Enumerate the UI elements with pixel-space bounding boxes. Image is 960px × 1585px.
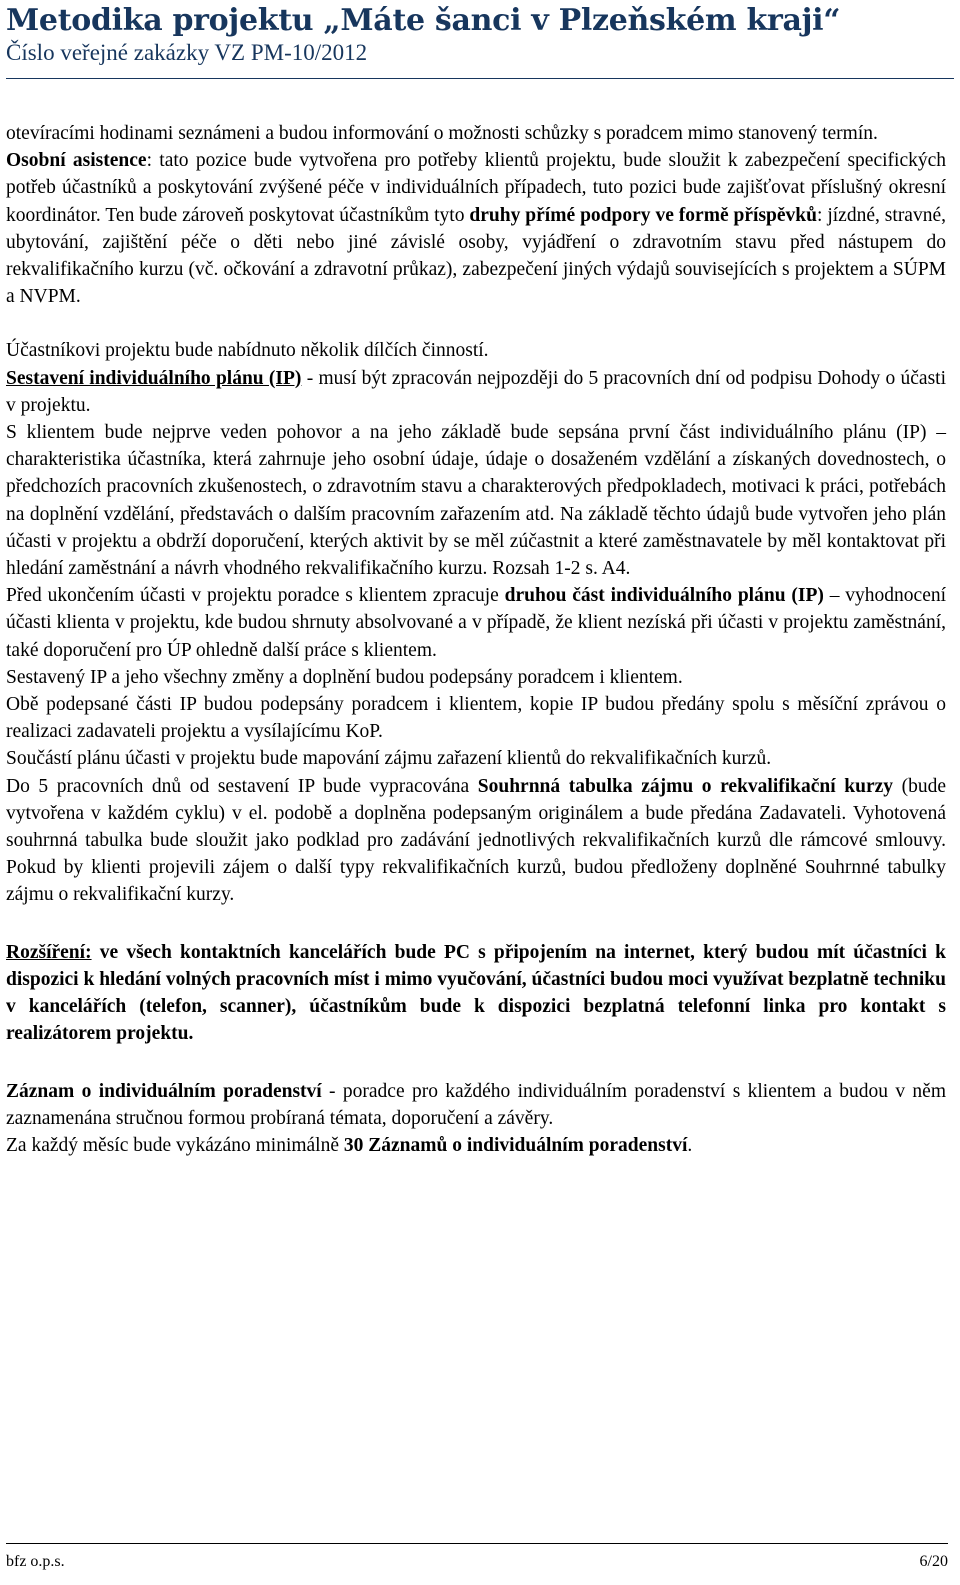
spacer	[6, 909, 946, 939]
paragraph-text: Před ukončením účasti v projektu poradce s klientem zpracuje	[6, 585, 505, 607]
paragraph-text: S klientem bude nejprve veden pohovor a na jeho základě bude sepsána první část individuálního plánu (IP)	[6, 422, 937, 444]
paragraph-individual-plan	[6, 365, 946, 419]
paragraph-text: - musí být zpracován nejpozději do 5 pracovních dní od podpisu Dohody o účasti v projektu.	[6, 367, 946, 416]
spacer	[6, 310, 946, 337]
paragraph-text: charakteristika účastníka, která zahrnuje jeho osobní údaje, údaje o dosaženém vzdělání a získaných dovednostech, o předchozích pracovních zkušenostech, o zdravotním stavu a charakterových předpokladech, motivaci k práci, potřebách na doplnění vzdělání, představách o dalším pracovním zařazením atd. Na základě těchto údajů bude vytvořen jeho plán účasti v projektu a obdrží doporučení, kterých aktivit by se měl zúčastnit a které zaměstnavatele by měl kontaktovat při hledání zaměstnání a návrh vhodného rekvalifikačního kurzu. Rozsah 1-2 s. A4.	[6, 449, 946, 580]
document-body	[6, 120, 946, 1159]
paragraph	[6, 664, 946, 691]
tender-number: Číslo veřejné zakázky VZ PM-10/2012	[6, 40, 368, 65]
paragraph	[6, 582, 946, 664]
paragraph-extension	[6, 939, 946, 1048]
spacer	[6, 1048, 946, 1078]
term-individual-plan: Sestavení individuálního plánu (IP)	[6, 367, 302, 389]
paragraph-text: Za každý měsíc bude vykázáno minimálně	[6, 1134, 344, 1156]
paragraph-counseling-record	[6, 1078, 946, 1132]
paragraph	[6, 691, 946, 745]
term-extension: Rozšíření:	[6, 941, 92, 963]
paragraph-text: (bude vytvořena v každém cyklu) v el. podobě a doplněna podepsaným originálem a bude předána Zadavateli. Vyhotovená souhrnná tabulka bude sloužit jako podklad pro zadávání jednotlivých rekvalifikačních kurzů dle rámcové smlouvy. Pokud by klienti projevili zájem o další typy rekvalifikačních kurzů, budou předloženy doplněné Souhrnné tabulky zájmu o rekvalifikační kurzy.	[6, 775, 946, 906]
paragraph-text: otevíracími hodinami seznámeni a budou informování o možnosti schůzky s poradcem mimo stanovený termín.	[6, 123, 878, 144]
paragraph-text: : jízdné, stravné, ubytování, zajištění péče o děti nebo jiné závislé osoby, vyjádření o zdravotním stavu před nástupem do rekvalifikačního kurzu (vč. očkování a zdravotní průkaz), zabezpečení jiných výdajů souvisejících s projektem a SÚPM a NVPM.	[6, 204, 946, 308]
page-number: 6/20	[919, 1553, 948, 1570]
page-header	[6, 2, 954, 66]
paragraph-text: .	[687, 1134, 693, 1156]
paragraph	[6, 419, 946, 582]
term-counseling-record: Záznam o individuálním poradenství	[6, 1080, 322, 1102]
term-summary-table: Souhrnná tabulka zájmu o rekvalifikační kurzy	[477, 775, 894, 797]
document-title: Metodika projektu „Máte šanci v Plzeňském kraji“	[6, 3, 841, 38]
paragraph-text: ve všech kontaktních kancelářích bude PC s připojením na internet, který budou mít účastníci k dispozici k hledání volných pracovních míst i mimo vyučování, účastníci budou moci využívat bezplatně techniku v kancelářích (telefon, scanner), účastníkům bude k dispozici bezplatná telefonní linka pro kontakt s realizátorem projektu.	[6, 941, 946, 1045]
paragraph	[6, 120, 946, 147]
organization-name: bfz o.p.s.	[6, 1553, 65, 1570]
paragraph-text: Obě podepsané části IP budou podepsány poradcem i klientem, kopie IP budou předány spolu s měsíční zprávou o realizaci zadavateli projektu a vysílajícímu KoP.	[6, 694, 946, 743]
term-direct-support: druhy přímé podpory ve formě příspěvků	[469, 204, 817, 226]
paragraph-text: Do 5 pracovních dnů od sestavení IP bude vypracována	[6, 775, 478, 797]
paragraph-personal-assistance	[6, 147, 946, 310]
header-divider	[6, 78, 954, 79]
paragraph-text: Součástí plánu účasti v projektu bude mapování zájmu zařazení klientů do rekvalifikačních kurzů.	[6, 748, 772, 770]
paragraph-text: Sestavený IP a jeho všechny změny a doplnění budou podepsány poradcem i klientem.	[6, 666, 683, 688]
dash: –	[936, 422, 946, 444]
paragraph-text: Účastníkovi projektu bude nabídnuto několik dílčích činností.	[6, 340, 489, 362]
paragraph	[6, 773, 946, 909]
paragraph-text: vyhodnocení účasti klienta v projektu, kde budou shrnuty absolvované a v případě, že klient nezíská při účasti v projektu zaměstnání, také doporučení pro ÚP ohledně další práce s klientem.	[6, 585, 947, 661]
paragraph-text: - poradce pro každého individuálním poradenství s klientem a budou v něm zaznamenána stručnou formou probíraná témata, doporučení a závěry.	[6, 1080, 946, 1129]
dash: –	[829, 585, 840, 607]
paragraph-text: : tato pozice bude vytvořena pro potřeby klientů projektu, bude sloužit k zabezpečení specifických potřeb účastníků a poskytování zvýšené péče v individuálních případech, tuto pozici bude zajišťovat příslušný okresní koordinátor. Ten bude zároveň poskytovat účastníkům tyto	[6, 150, 947, 226]
paragraph	[6, 745, 946, 772]
term-records-count: 30 Záznamů o individuálním poradenství	[343, 1134, 688, 1156]
term-second-part-plan: druhou část individuálního plánu (IP)	[504, 585, 824, 607]
footer-divider	[6, 1543, 948, 1544]
paragraph	[6, 1132, 946, 1159]
term-personal-assistance: Osobní asistence	[6, 150, 147, 172]
paragraph	[6, 337, 946, 364]
